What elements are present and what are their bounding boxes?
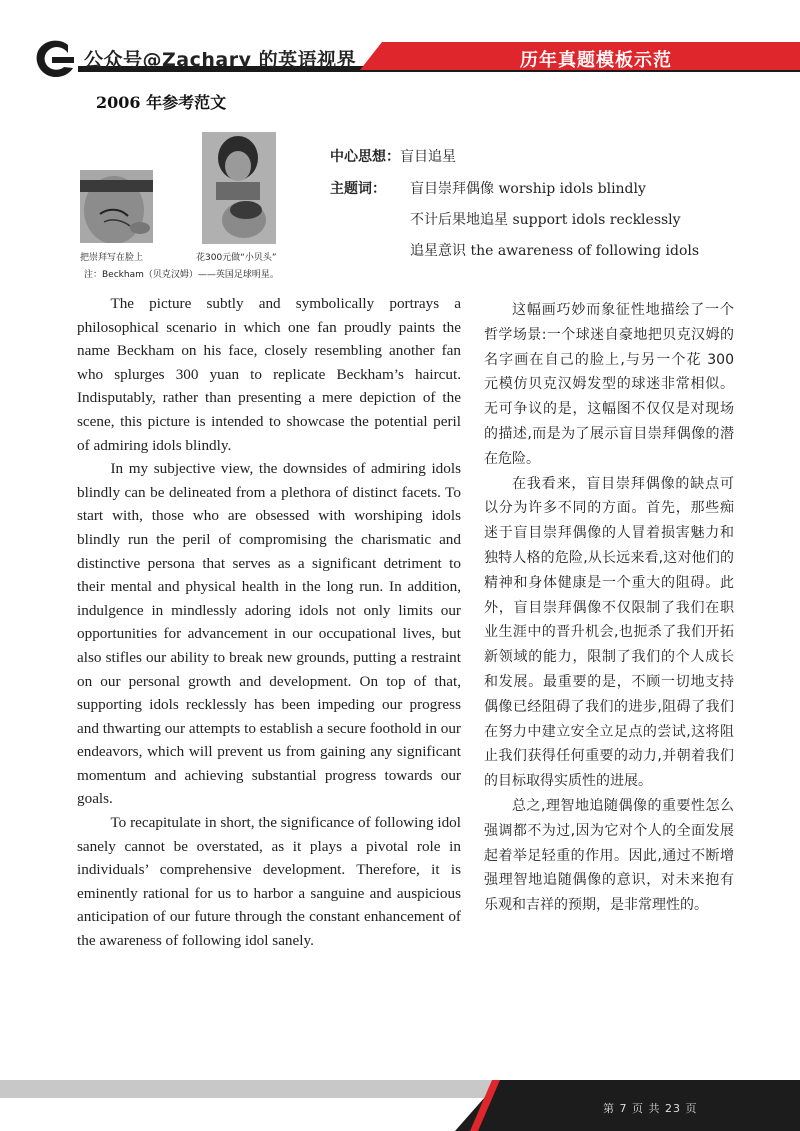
central-idea-label: 中心思想： xyxy=(330,149,400,165)
chinese-translation xyxy=(484,298,734,918)
theme-words-label xyxy=(330,178,386,198)
central-idea-value: 盲目追星 xyxy=(400,149,456,165)
photo-caption-left: 把崇拜写在脸上 xyxy=(80,253,144,263)
fan-haircut-photo xyxy=(202,132,276,244)
theme-word-item: 追星意识 the awareness of following idols xyxy=(410,243,700,259)
theme-word-item: 不计后果地追星 support idols recklessly xyxy=(410,212,681,228)
english-essay xyxy=(77,292,461,953)
chinese-paragraph: 在我看来，盲目崇拜偶像的缺点可以分为许多不同的方面。首先，那些痴迷于盲目崇拜偶像的人冒着损害魅力和独特人格的危险,从长远来看,这对他们的精神和身体健康是一个重大的阻碍。此外，盲目崇拜偶像不仅限制了我们在职业生涯中的晋升机会,也扼杀了我们开拓新领域的能力，限制了我们的个人成长和发展。最重要的是，不顾一切地支持偶像已经阻碍了我们的进步,阻碍了我们在努力中建立安全立足点的尝试,这将阻止我们获得任何重要的动力,并朝着我们的目标取得实质性的进展。 xyxy=(484,475,734,790)
chinese-paragraph: 这幅画巧妙而象征性地描绘了一个哲学场景:一个球迷自豪地把贝克汉姆的名字画在自己的脸上,与另一个花 300 元模仿贝克汉姆发型的球迷非常相似。无可争议的是，这幅图不仅仅是对现场的描述,而是为了展示盲目崇拜偶像的潜在危险。 xyxy=(484,302,734,467)
chinese-paragraph: 总之,理智地追随偶像的重要性怎么强调都不为过,因为它对个人的全面发展起着举足轻重的作用。因此,通过不断增强理智地追随偶像的意识，对未来抱有乐观和吉祥的预期，是非常理性的。 xyxy=(484,797,734,914)
photo-caption-right: 花300元做“小贝头” xyxy=(196,253,277,263)
central-idea xyxy=(330,146,456,166)
header-section-title: 历年真题模板示范 xyxy=(520,50,672,71)
theme-word-item: 盲目崇拜偶像 worship idols blindly xyxy=(410,181,646,197)
page-number: 第 7 页 共 23 页 xyxy=(603,1102,698,1115)
theme-label-text: 主题词： xyxy=(330,181,386,197)
header-account-title: 公众号@Zachary 的英语视界 xyxy=(84,49,357,71)
photo-note: 注：Beckham（贝克汉姆）——英国足球明星。 xyxy=(84,270,279,280)
fan-face-photo xyxy=(80,170,153,243)
english-paragraph: The picture subtly and symbolically portrays a philosophical scenario in which one fan proudly paints the name Beckham on his face, closely resembling another fan who splurges 300 yuan to replicate Beckham’s haircut. Indisputably, rather than presenting a mere depiction of the scene, this picture is intended to showcase the potential peril of admiring idols blindly. xyxy=(77,295,461,454)
swoosh-logo-icon xyxy=(34,37,76,79)
section-title: 2006 年参考范文 xyxy=(96,93,227,112)
english-paragraph: To recapitulate in short, the significance of following idol sanely cannot be overstated, as it plays a pivotal role in individuals’ comprehensive development. Therefore, it is eminently rational for us to harbor a sanguine and auspicious anticipation of our future through the constant enhancement of the awareness of following idol sanely. xyxy=(77,814,461,950)
page-header xyxy=(0,0,800,90)
english-paragraph: In my subjective view, the downsides of admiring idols blindly can be delineated from a plethora of distinct facets. To start with, those who are obsessed with worshiping idols blindly run the peril of compromising the charismatic and distinctive persona that serves as a significant detriment to their mental and physical health in the long run. In addition, indulgence in mindlessly adoring idols not only limits our opportunities for advancement in our occupational lives, but also stifles our ability to break new grounds, putting a restraint on our personal growth and development. On top of that, supporting idols recklessly has been impeding our progress and thwarting our attempts to establish a secure foothold in our endeavors, which will prevent us from gaining any significant momentum and achieving substantial progress towards our goals. xyxy=(77,460,461,808)
